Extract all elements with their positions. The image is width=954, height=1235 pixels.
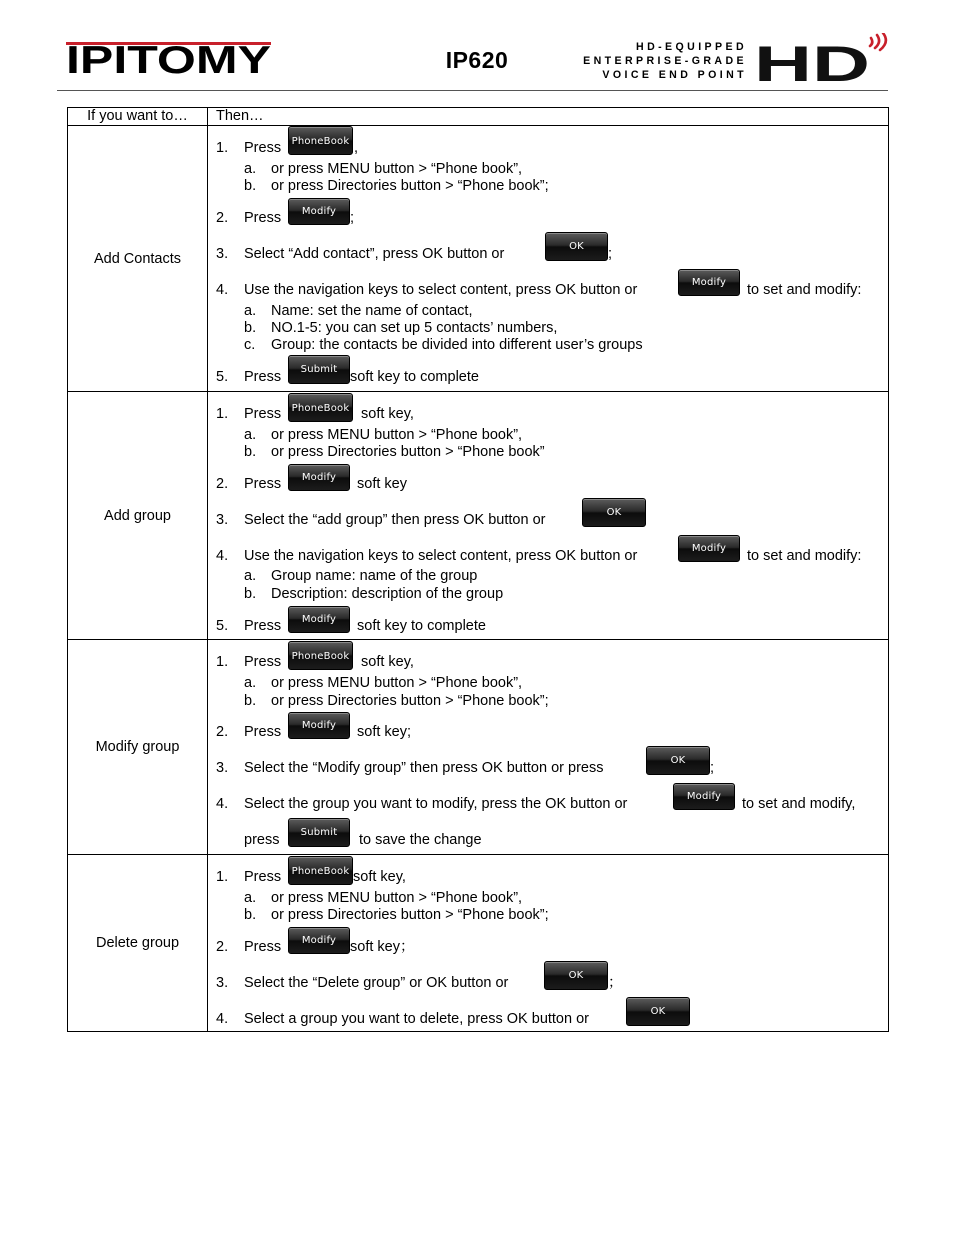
substep-text: Description: description of the group [271, 586, 504, 602]
modify-softkey[interactable]: Modify [288, 198, 350, 225]
substep-text: or press Directories button > “Phone book”; [271, 693, 549, 709]
steps-add-contacts [208, 126, 889, 392]
modify-softkey[interactable]: Modify [288, 606, 350, 633]
task-modify-group: Modify group [68, 640, 208, 855]
step-text: soft key to complete [357, 618, 486, 634]
logo-text-ip: IPITOMY [66, 39, 271, 77]
step-text: to save the change [359, 832, 482, 848]
substep-text: Group: the contacts be divided into different user’s groups [271, 337, 643, 353]
tagline-line-1: HD-EQUIPPED [636, 41, 747, 53]
modify-softkey[interactable]: Modify [678, 535, 740, 562]
step-text: Press [244, 406, 282, 422]
step-number: 5. [216, 618, 229, 634]
substep-letter: b. [244, 693, 257, 709]
substep-letter: a. [244, 675, 257, 691]
phonebook-softkey[interactable]: PhoneBook [288, 126, 353, 155]
table-row [68, 392, 889, 640]
modify-softkey[interactable]: Modify [288, 464, 350, 491]
step-text: to set and modify, [742, 796, 856, 812]
step-text: Press [244, 618, 282, 634]
step-text: ; [350, 210, 355, 226]
submit-softkey[interactable]: Submit [288, 818, 350, 847]
substep-text: or press MENU button > “Phone book”, [271, 427, 523, 443]
step-text: Select the “add group” then press OK button or [244, 512, 546, 528]
substep-letter: a. [244, 303, 257, 319]
step-text: soft key, [361, 654, 414, 670]
modify-softkey[interactable]: Modify [673, 783, 735, 810]
step-text: to set and modify: [747, 282, 862, 298]
step-text: soft key; [357, 724, 411, 740]
hd-logo [754, 33, 890, 85]
substep-letter: b. [244, 320, 257, 336]
substep-text: NO.1-5: you can set up 5 contacts’ numbers, [271, 320, 558, 336]
step-number: 4. [216, 548, 229, 564]
step-text: Select the “Delete group” or OK button or [244, 975, 509, 991]
substep-text: or press MENU button > “Phone book”, [271, 161, 523, 177]
step-number: 2. [216, 724, 229, 740]
step-number: 2. [216, 210, 229, 226]
step-text: Select the “Modify group” then press OK button or press [244, 760, 604, 776]
task-delete-group: Delete group [68, 855, 208, 1032]
substep-letter: b. [244, 907, 257, 923]
substep-text: or press Directories button > “Phone book” [271, 444, 545, 460]
step-number: 3. [216, 760, 229, 776]
col-header-steps: Then… [208, 108, 889, 126]
table-header-row [68, 108, 889, 126]
submit-softkey[interactable]: Submit [288, 355, 350, 384]
step-text: Press [244, 654, 282, 670]
substep-text: or press MENU button > “Phone book”, [271, 675, 523, 691]
step-text: to set and modify: [747, 548, 862, 564]
ok-softkey[interactable]: OK [544, 961, 608, 990]
instructions-table [67, 107, 889, 1032]
modify-softkey[interactable]: Modify [288, 712, 350, 739]
step-text: Press [244, 210, 282, 226]
ok-softkey[interactable]: OK [626, 997, 690, 1026]
step-text: Press [244, 724, 282, 740]
substep-text: Group name: name of the group [271, 568, 478, 584]
step-text: Press [244, 939, 282, 955]
step-text: Press [244, 476, 282, 492]
model-title: IP620 [445, 47, 509, 73]
step-text: Press [244, 369, 282, 385]
step-text: soft key to complete [350, 369, 479, 385]
step-text: soft key； [350, 939, 415, 955]
substep-letter: b. [244, 444, 257, 460]
substep-text: or press Directories button > “Phone book”; [271, 907, 549, 923]
task-add-group: Add group [68, 392, 208, 640]
step-number: 4. [216, 796, 229, 812]
step-number: 2. [216, 939, 229, 955]
step-text: Select “Add contact”, press OK button or [244, 246, 505, 262]
step-number: 1. [216, 869, 229, 885]
hd-text: HD [754, 36, 870, 85]
step-text: Select the group you want to modify, press the OK button or [244, 796, 628, 812]
step-text: ; [608, 246, 613, 262]
step-number: 4. [216, 1011, 229, 1027]
step-number: 3. [216, 246, 229, 262]
ok-softkey[interactable]: OK [582, 498, 646, 527]
step-text: , [354, 140, 359, 156]
step-text: Press [244, 869, 282, 885]
step-number: 2. [216, 476, 229, 492]
substep-letter: a. [244, 568, 257, 584]
substep-text: or press MENU button > “Phone book”, [271, 890, 523, 906]
step-text: soft key, [361, 406, 414, 422]
table-row [68, 855, 889, 1032]
substep-letter: a. [244, 161, 257, 177]
step-text: soft key [357, 476, 407, 492]
tagline [560, 40, 747, 82]
steps-modify-group [208, 640, 889, 855]
substep-letter: a. [244, 427, 257, 443]
step-text: press [244, 832, 280, 848]
substep-letter: b. [244, 586, 257, 602]
substep-text: Name: set the name of contact, [271, 303, 473, 319]
table-row [68, 126, 889, 392]
header-divider [57, 90, 888, 91]
step-text: ； [608, 975, 623, 991]
phonebook-softkey[interactable]: PhoneBook [288, 856, 353, 885]
substep-letter: a. [244, 890, 257, 906]
steps-add-group [208, 392, 889, 640]
step-number: 3. [216, 512, 229, 528]
phonebook-softkey[interactable]: PhoneBook [288, 641, 353, 670]
step-number: 3. [216, 975, 229, 991]
tagline-line-2: ENTERPRISE-GRADE [583, 55, 747, 67]
substep-text: or press Directories button > “Phone book”; [271, 178, 549, 194]
col-header-task: If you want to… [68, 108, 208, 126]
step-text: Use the navigation keys to select content, press OK button or [244, 548, 638, 564]
step-text: ; [710, 760, 715, 776]
step-number: 5. [216, 369, 229, 385]
task-add-contacts: Add Contacts [68, 126, 208, 392]
ok-softkey[interactable]: OK [646, 746, 710, 775]
step-number: 1. [216, 654, 229, 670]
table-row [68, 640, 889, 855]
modify-softkey[interactable]: Modify [288, 927, 350, 954]
modify-softkey[interactable]: Modify [678, 269, 740, 296]
ok-softkey[interactable]: OK [545, 232, 608, 261]
step-text: Select a group you want to delete, press OK button or [244, 1011, 589, 1027]
substep-letter: c. [244, 337, 256, 353]
step-text: soft key, [353, 869, 406, 885]
tagline-line-3: VOICE END POINT [602, 69, 747, 81]
step-text: Press [244, 140, 282, 156]
signal-waves-icon [870, 33, 886, 50]
step-text: Use the navigation keys to select content, press OK button or [244, 282, 638, 298]
phonebook-softkey[interactable]: PhoneBook [288, 393, 353, 422]
step-number: 1. [216, 140, 229, 156]
step-number: 1. [216, 406, 229, 422]
steps-delete-group [208, 855, 889, 1032]
step-number: 4. [216, 282, 229, 298]
substep-letter: b. [244, 178, 257, 194]
